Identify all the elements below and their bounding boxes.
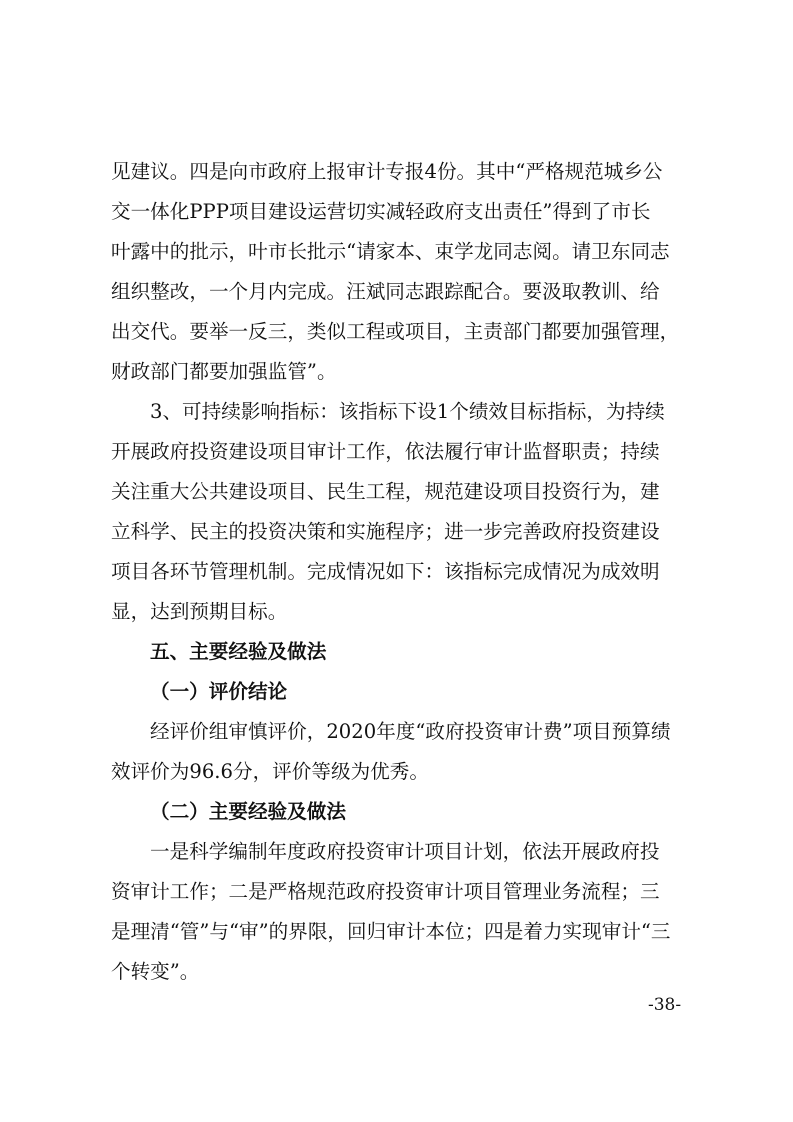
- paragraph-experience: [111, 832, 683, 992]
- text-line: 显，达到预期目标。: [111, 600, 288, 623]
- paragraph-evaluation-conclusion: [111, 712, 683, 792]
- text-line: 交一体化PPP项目建设运营切实减轻政府支出责任”得到了市长: [111, 200, 651, 223]
- text-line: 个转变”。: [111, 960, 200, 983]
- paragraph-sustainability-indicator: [111, 392, 683, 632]
- subsection-heading-experience: （二）主要经验及做法: [150, 800, 346, 823]
- section-heading-main: 五、主要经验及做法: [150, 640, 327, 663]
- text-line: 见建议。四是向市政府上报审计专报4份。其中“严格规范城乡公: [111, 160, 663, 183]
- text-line: 组织整改，一个月内完成。汪斌同志跟踪配合。要汲取教训、给: [111, 280, 660, 303]
- text-line: 经评价组审慎评价，2020年度“政府投资审计费”项目预算绩: [150, 720, 671, 743]
- text-line: 一是科学编制年度政府投资审计项目计划，依法开展政府投: [150, 840, 660, 863]
- text-line: 开展政府投资建设项目审计工作，依法履行审计监督职责；持续: [111, 440, 660, 463]
- text-line: 关注重大公共建设项目、民生工程，规范建设项目投资行为，建: [111, 480, 660, 503]
- text-line: 是理清“管”与“审”的界限，回归审计本位；四是着力实现审计“三: [111, 920, 671, 943]
- text-line: 立科学、民主的投资决策和实施程序；进一步完善政府投资建设: [111, 520, 660, 543]
- text-line: 财政部门都要加强监管”。: [111, 360, 337, 383]
- page-number: -38-: [648, 995, 682, 1015]
- text-line: 项目各环节管理机制。完成情况如下：该指标完成情况为成效明: [111, 560, 660, 583]
- paragraph-audit-report: [111, 152, 683, 392]
- text-line: 效评价为96.6分，评价等级为优秀。: [111, 760, 429, 783]
- text-line: 资审计工作；二是严格规范政府投资审计项目管理业务流程；三: [111, 880, 660, 903]
- text-line: 出交代。要举一反三，类似工程或项目，主责部门都要加强管理，: [111, 320, 680, 343]
- subsection-heading-conclusion: （一）评价结论: [150, 680, 288, 703]
- text-line: 叶露中的批示，叶市长批示“请家本、束学龙同志阅。请卫东同志: [111, 240, 670, 263]
- text-line: 3、可持续影响指标：该指标下设1个绩效目标指标，为持续: [150, 400, 665, 423]
